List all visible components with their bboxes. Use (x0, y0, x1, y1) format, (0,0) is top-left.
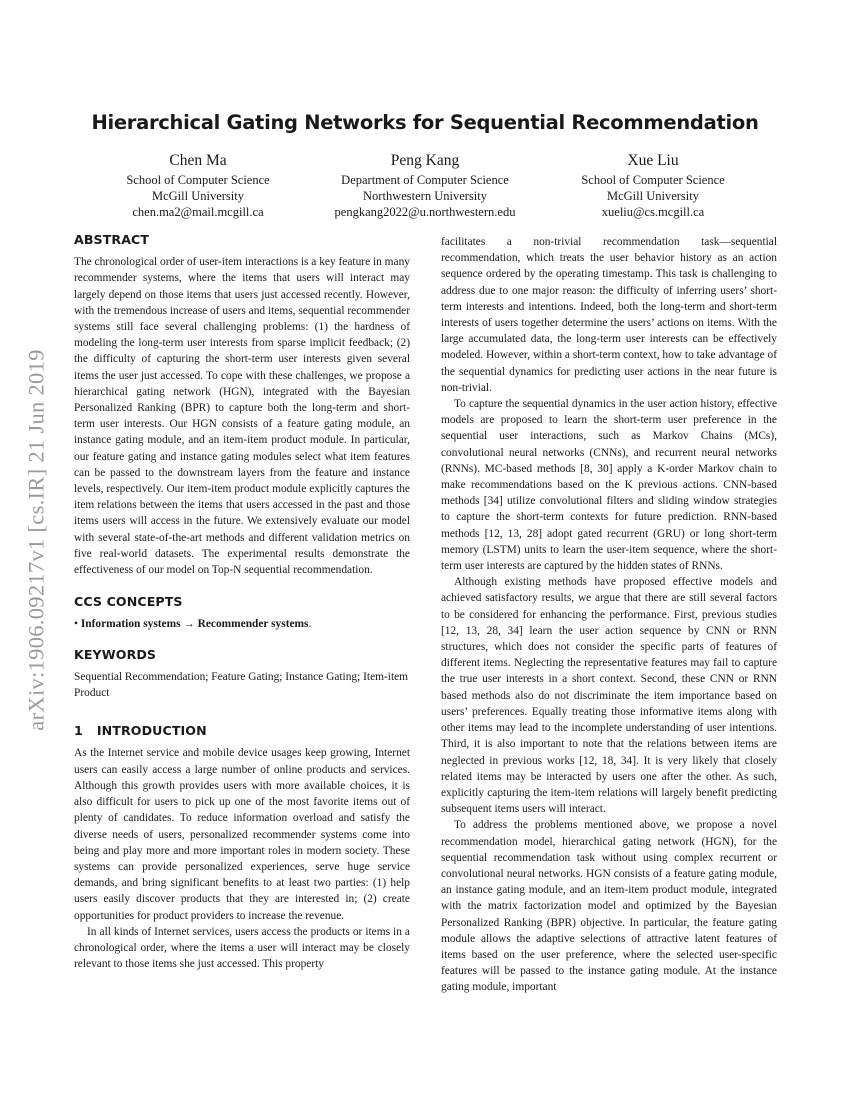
author-block-3 (518, 153, 788, 220)
author-department: School of Computer Science (126, 173, 270, 187)
paper-title: Hierarchical Gating Networks for Sequential Recommendation (91, 111, 759, 134)
intro-paragraph-5: To address the problems mentioned above, we propose a novel recommendation model, hierarchical gating network (HGN), for the sequential recommendation task without using complex recurrent or convolutional neural networks. HGN consists of a feature gating module, an instance gating module, and an item-item product module, integrated with the matrix factorization model and optimized by the Bayesian Personalized Ranking (BPR) objective. In particular, the feature gating module allows the adaptive selections of attractive latent features of items based on the user preference, where the selected user-specific features will be passed to the instance gating module. At the instance gating module, important (441, 819, 777, 994)
author-university: McGill University (606, 189, 699, 203)
author-name: Chen Ma (169, 152, 227, 169)
author-department: Department of Computer Science (341, 173, 509, 187)
author-university: Northwestern University (363, 189, 487, 203)
ccs-concept-primary: Information systems (80, 618, 181, 631)
intro-paragraph-2-continued: facilitates a non-trivial recommendation task—sequential recommendation, which treats the user behavior history as an action sequence ordered by the operating timestamp. This task is challenging to address due to one major reason: the difficulty of inferring users’ short-term interests and intentions. Indeed, both the long-term and short-term interests of users together determine the users’ actions on items. With the large accumulated data, the long-term user interests can be effectively modeled. However, within a short-term context, how to take advantage of the sequential dynamics for predicting user actions in the near future is non-trivial. (441, 236, 777, 394)
ccs-concept-secondary: Recommender systems (197, 618, 309, 631)
ccs-concepts-line (74, 616, 410, 632)
ccs-bullet: • (74, 618, 78, 631)
author-university: McGill University (151, 189, 244, 203)
author-email: xueliu@cs.mcgill.ca (601, 205, 705, 219)
author-department: School of Computer Science (581, 173, 725, 187)
abstract-heading: ABSTRACT (74, 232, 150, 247)
section-title: INTRODUCTION (96, 723, 207, 739)
ccs-heading: CCS CONCEPTS (74, 594, 183, 610)
section-number: 1 (74, 723, 83, 739)
intro-paragraph-4: Although existing methods have proposed effective models and achieved satisfactory results, we argue that there are still several factors to be considered for enhancing the performance. First, previous studies [12, 13, 28, 34] learn the user action sequence by CNN or RNN structures, which does not consider the specific parts of features of different items. Neglecting the representative features may fail to capture the true user interests in a short context. Second, these CNN or RNN based methods also do not discriminate the item importance based on users’ preferences. Equally treating those informative items along with other items may lead to the incomplete understanding of user intentions. Third, it is also important to note that the relations between items are neglected in previous works [12, 18, 34]. It is very likely that closely related items may be interacted by users one after the other. As such, explicitly capturing the item-item relations will largely benefit predicting subsequent items users will interact. (441, 576, 777, 816)
author-name: Peng Kang (390, 152, 460, 169)
abstract-text: The chronological order of user-item interactions is a key feature in many recommender systems, where the items that users will interact may largely depend on those items that users just accessed recently. However, with the tremendous increase of users and items, sequential recommender systems still face several challenging problems: (1) the hardness of modeling the long-term user interests from sparse implicit feedback; (2) the difficulty of capturing the short-term user interests given several items the user just accessed. To cope with these challenges, we propose a hierarchical gating network (HGN), integrated with the Bayesian Personalized Ranking (BPR) to capture both the long-term and short-term user interests. Our HGN consists of a feature gating module, an instance gating module, and an item-item product module. In particular, our feature gating and instance gating modules select what item features can be passed to the downstream layers from the feature and instance levels, respectively. Our item-item product module explicitly captures the item relations between the items that users accessed in the past and those items users will access in the future. We extensively evaluate our model with several state-of-the-art methods and different validation metrics on five real-world datasets. The experimental results demonstrate the effectiveness of our model on Top-N sequential recommendation. (74, 256, 410, 577)
arxiv-identifier-text: arXiv:1906.09217v1 [cs.IR] 21 Jun 2019 (24, 349, 49, 731)
ccs-arrow: → (183, 618, 195, 631)
keywords-text: Sequential Recommendation; Feature Gating; Instance Gating; Item-item Product (74, 670, 409, 700)
intro-paragraph-3: To capture the sequential dynamics in the user action history, effective models are proposed to learn the short-term user preference in the sequential user interactions, such as Markov Chains (MCs), convolutional neural networks (CNNs), and recurrent neural networks (RNNs). MC-based methods [8, 30] apply a K-order Markov chain to make recommendations based on the K previous actions. CNN-based methods [34] utilize convolutional filters and sliding window strategies to capture the short-term contexts for future prediction. RNN-based methods [12, 13, 28] adopt gated recurrent (GRU) or long short-term memory (LSTM) units to learn the user-item sequence, where the short-term user interests are captured by the hidden states of RNNs. (441, 398, 777, 573)
keywords-heading: KEYWORDS (74, 646, 157, 662)
ccs-period: . (308, 618, 312, 631)
introduction-heading (74, 723, 410, 739)
intro-paragraph-1: As the Internet service and mobile device usages keep growing, Internet users can easily access a large number of online products and services. Although this growth provides users with more available choices, it is also difficult for users to pick up one of the most favorite items out of plenty of candidates. To reduce information overload and satisfy the diverse needs of users, personalized recommender systems come into being and play more and more important roles in modern society. These systems can provide personalized experiences, serve huge service demands, and bring significant benefits to at least two parties: (1) help users easily discover products that they are interested in; (2) create opportunities for product providers to increase the revenue. (74, 747, 410, 922)
intro-paragraph-2: In all kinds of Internet services, users access the products or items in a chronological order, where the items a user will interact may be closely relevant to those items she just accessed. This property (74, 925, 410, 971)
arxiv-identifier-stamp (22, 305, 52, 775)
author-name: Xue Liu (627, 152, 679, 169)
right-column (441, 234, 777, 996)
author-email: chen.ma2@mail.mcgill.ca (132, 205, 264, 219)
left-column (74, 232, 410, 972)
author-email: pengkang2022@u.northwestern.edu (334, 205, 516, 219)
